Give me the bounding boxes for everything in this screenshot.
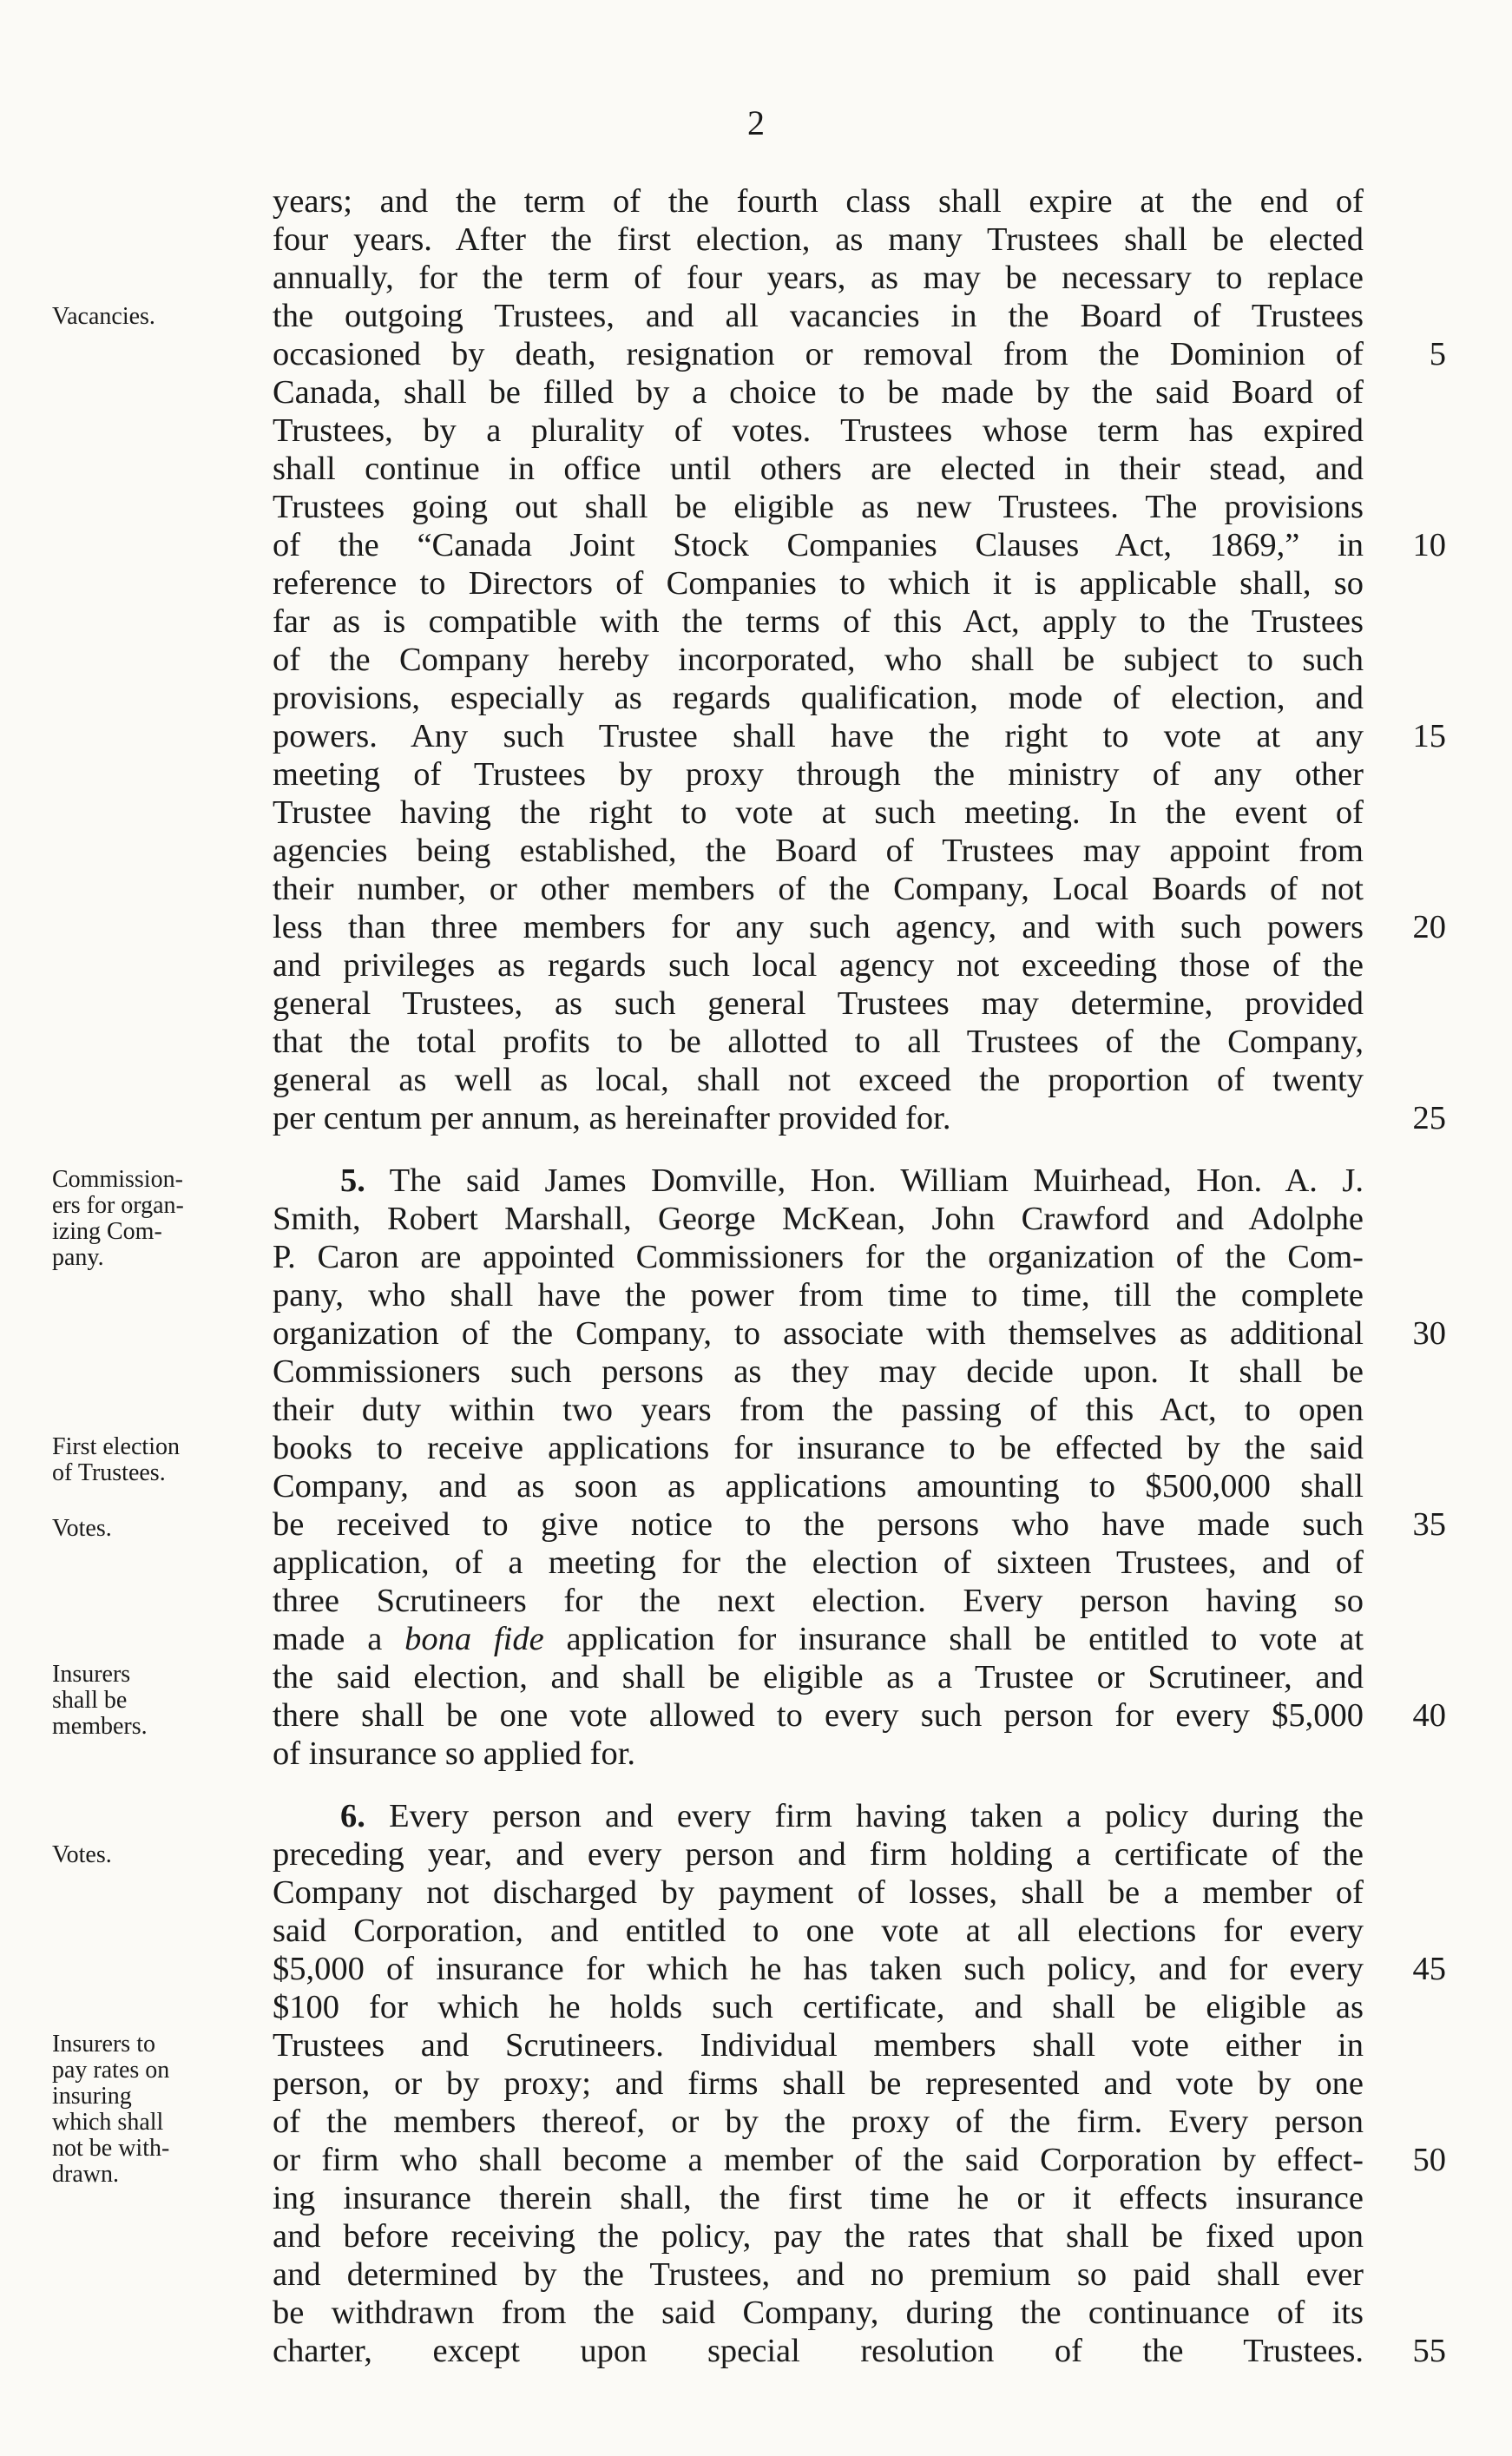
body-line: and before receiving the policy, pay the rates that shall be fixed upon <box>273 2218 1364 2255</box>
body-line: their duty within two years from the passing of this Act, to open <box>273 1392 1364 1428</box>
line-number: 35 <box>1412 1506 1446 1543</box>
body-line: general as well as local, shall not exceed the proportion of twenty <box>273 1062 1364 1098</box>
line-number: 50 <box>1412 2142 1446 2178</box>
margin-note-votes: Votes. <box>52 1841 112 1868</box>
body-line: said Corporation, and entitled to one vote at all elections for every <box>273 1913 1364 1949</box>
line-number: 10 <box>1412 527 1446 563</box>
margin-note-line: pay rates on <box>52 2057 170 2084</box>
body-line: of the “Canada Joint Stock Companies Clauses Act, 1869,” in <box>273 527 1364 563</box>
body-line: less than three members for any such agency, and with such powers <box>273 909 1364 945</box>
body-line: Company not discharged by payment of losses, shall be a member of <box>273 1874 1364 1911</box>
body-line: of insurance so applied for. <box>273 1735 636 1772</box>
body-line: Trustees going out shall be eligible as new Trustees. The provisions <box>273 489 1364 525</box>
margin-note-votes: Votes. <box>52 1515 112 1542</box>
body-line: Trustees and Scrutineers. Individual members shall vote either in <box>273 2027 1364 2064</box>
body-line: general Trustees, as such general Trustees may determine, provided <box>273 985 1364 1022</box>
body-line: shall continue in office until others are elected in their stead, and <box>273 451 1364 487</box>
section-6-first-line <box>273 1797 1364 1835</box>
margin-note-line: insuring <box>52 2083 132 2110</box>
margin-note-insurers-members <box>52 1662 269 1740</box>
line-number: 20 <box>1412 909 1446 945</box>
body-line: and determined by the Trustees, and no premium so paid shall ever <box>273 2256 1364 2293</box>
margin-note-line: Insurers <box>52 1661 131 1688</box>
section-text: Every person and every firm having taken a policy during the <box>389 1798 1364 1834</box>
section-number: 5. <box>340 1162 365 1199</box>
body-line: reference to Directors of Companies to which it is applicable shall, so <box>273 565 1364 602</box>
margin-note-line: which shall <box>52 2109 164 2136</box>
body-line: or firm who shall become a member of the said Corporation by effect- <box>273 2142 1364 2178</box>
page-number: 2 <box>747 103 765 142</box>
body-line: the said election, and shall be eligible as a Trustee or Scrutineer, and <box>273 1659 1364 1695</box>
margin-note-insurers-rates <box>52 2031 269 2188</box>
body-line: of the members thereof, or by the proxy of the firm. Every person <box>273 2104 1364 2140</box>
line-number: 45 <box>1412 1951 1446 1987</box>
body-line: charter, except upon special resolution of the Trustees. <box>273 2333 1364 2369</box>
body-line: the outgoing Trustees, and all vacancies in the Board of Trustees <box>273 298 1364 334</box>
line-number: 25 <box>1412 1100 1446 1136</box>
margin-note-line: of Trustees. <box>52 1459 166 1486</box>
body-line: be received to give notice to the persons who have made such <box>273 1506 1364 1543</box>
body-line: meeting of Trustees by proxy through the ministry of any other <box>273 756 1364 793</box>
body-line <box>273 2370 1364 2408</box>
margin-note-line: Insurers to <box>52 2031 155 2058</box>
body-line: annually, for the term of four years, as may be necessary to replace <box>273 260 1364 296</box>
line-number: 30 <box>1412 1315 1446 1352</box>
body-line: organization of the Company, to associate with themselves as additional <box>273 1315 1364 1352</box>
body-line: Trustee having the right to vote at such meeting. In the event of <box>273 794 1364 831</box>
body-line: and privileges as regards such local agency not exceeding those of the <box>273 947 1364 984</box>
margin-note-line: members. <box>52 1713 148 1740</box>
section-text: The said James Domville, Hon. William Muirhead, Hon. A. J. <box>389 1162 1364 1199</box>
italic-phrase: bona fide <box>404 1621 544 1657</box>
body-line: books to receive applications for insurance to be effected by the said <box>273 1430 1364 1466</box>
body-line: powers. Any such Trustee shall have the right to vote at any <box>273 718 1364 754</box>
body-line: occasioned by death, resignation or removal from the Dominion of <box>273 336 1364 372</box>
margin-note-line: pany. <box>52 1244 104 1271</box>
body-line-bona-fide <box>273 1620 1364 1658</box>
body-line: be withdrawn from the said Company, during the continuance of its <box>273 2295 1364 2331</box>
body-line: $5,000 of insurance for which he has taken such policy, and for every <box>273 1951 1364 1987</box>
body-line: per centum per annum, as hereinafter provided for. <box>273 1100 951 1136</box>
text-run: made a <box>273 1621 383 1657</box>
body-line: far as is compatible with the terms of this Act, apply to the Trustees <box>273 603 1364 640</box>
body-line: person, or by proxy; and firms shall be represented and vote by one <box>273 2065 1364 2102</box>
body-line: $100 for which he holds such certificate, and shall be eligible as <box>273 1989 1364 2025</box>
body-line: P. Caron are appointed Commissioners for the organization of the Com- <box>273 1239 1364 1275</box>
body-line: Smith, Robert Marshall, George McKean, John Crawford and Adolphe <box>273 1201 1364 1237</box>
body-line: Commissioners such persons as they may decide upon. It shall be <box>273 1353 1364 1390</box>
line-number: 40 <box>1412 1697 1446 1734</box>
body-line: application, of a meeting for the election of sixteen Trustees, and of <box>273 1544 1364 1581</box>
line-number: 5 <box>1429 336 1446 372</box>
margin-note-line: drawn. <box>52 2161 119 2188</box>
margin-note-line: shall be <box>52 1687 128 1714</box>
body-line: of the Company hereby incorporated, who shall be subject to such <box>273 642 1364 678</box>
body-line: there shall be one vote allowed to every such person for every $5,000 <box>273 1697 1364 1734</box>
margin-note-first-election <box>52 1434 269 1486</box>
margin-note-line: izing Com- <box>52 1218 162 1245</box>
body-line: preceding year, and every person and firm holding a certificate of the <box>273 1836 1364 1873</box>
section-5-first-line <box>273 1162 1364 1200</box>
section-number: 6. <box>340 1798 365 1834</box>
body-line: Company, and as soon as applications amounting to $500,000 shall <box>273 1468 1364 1505</box>
margin-note-line: First election <box>52 1433 180 1460</box>
line-number: 55 <box>1412 2333 1446 2369</box>
line-number: 15 <box>1412 718 1446 754</box>
body-line: four years. After the first election, as many Trustees shall be elected <box>273 221 1364 258</box>
margin-note-line: not be with- <box>52 2135 170 2162</box>
body-line: their number, or other members of the Company, Local Boards of not <box>273 871 1364 907</box>
margin-note-commissioners <box>52 1167 269 1271</box>
body-line: Trustees, by a plurality of votes. Trustees whose term has expired <box>273 412 1364 449</box>
body-line: three Scrutineers for the next election. Every person having so <box>273 1583 1364 1619</box>
body-line: years; and the term of the fourth class shall expire at the end of <box>273 183 1364 220</box>
margin-note-vacancies: Vacancies. <box>52 303 155 330</box>
body-line: that the total profits to be allotted to all Trustees of the Company, <box>273 1024 1364 1060</box>
body-line: provisions, especially as regards qualification, mode of election, and <box>273 680 1364 716</box>
body-line: agencies being established, the Board of Trustees may appoint from <box>273 833 1364 869</box>
body-line: Canada, shall be filled by a choice to be made by the said Board of <box>273 374 1364 411</box>
margin-note-line: Commission- <box>52 1166 183 1193</box>
margin-note-line: ers for organ- <box>52 1192 184 1219</box>
text-run: application for insurance shall be entitled to vote at <box>566 1621 1364 1657</box>
body-line: pany, who shall have the power from time to time, till the complete <box>273 1277 1364 1314</box>
body-line: ing insurance therein shall, the first time he or it effects insurance <box>273 2180 1364 2216</box>
